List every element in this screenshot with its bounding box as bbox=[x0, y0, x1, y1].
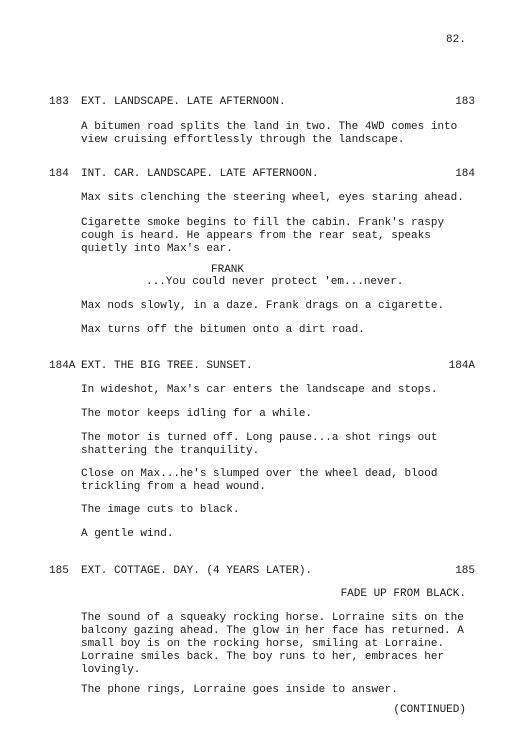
scene-number-left: 184A bbox=[49, 360, 76, 372]
action-paragraph: The sound of a squeaky rocking horse. Lorraine sits on the balcony gazing ahead. The glow in her face has returned. A small boy is on the rocking horse, smiling at Lorraine. Lorraine smiles back. The boy runs to her, embraces her lovingly. bbox=[81, 612, 464, 676]
dialogue-line: ...You could never protect 'em...never. bbox=[146, 276, 404, 288]
action-paragraph: Max sits clenching the steering wheel, eyes staring ahead. bbox=[81, 192, 464, 204]
action-paragraph: The motor is turned off. Long pause...a shot rings out shattering the tranquility. bbox=[81, 432, 438, 457]
scene-number-left: 184 bbox=[49, 168, 69, 180]
scene-number-right: 183 bbox=[455, 96, 475, 108]
action-paragraph: Max turns off the bitumen onto a dirt road. bbox=[81, 324, 365, 336]
action-paragraph: Close on Max...he's slumped over the wheel dead, blood trickling from a head wound. bbox=[81, 468, 438, 493]
scene-heading: EXT. THE BIG TREE. SUNSET. bbox=[81, 360, 253, 372]
scene-number-left: 183 bbox=[49, 96, 69, 108]
scene-heading: INT. CAR. LANDSCAPE. LATE AFTERNOON. bbox=[81, 168, 319, 180]
page-number: 82. bbox=[446, 34, 466, 46]
action-paragraph: The motor keeps idling for a while. bbox=[81, 408, 313, 420]
action-paragraph: Cigarette smoke begins to fill the cabin. Frank's raspy cough is heard. He appears from the rear seat, speaks quietly into Max's ear. bbox=[81, 217, 445, 255]
action-paragraph: Max nods slowly, in a daze. Frank drags on a cigarette. bbox=[81, 300, 445, 312]
scene-heading: EXT. COTTAGE. DAY. (4 YEARS LATER). bbox=[81, 565, 313, 577]
action-paragraph: The phone rings, Lorraine goes inside to answer. bbox=[81, 684, 398, 696]
action-paragraph: The image cuts to black. bbox=[81, 504, 240, 516]
scene-number-left: 185 bbox=[49, 565, 69, 577]
continued-marker: (CONTINUED) bbox=[393, 704, 466, 716]
action-paragraph: A gentle wind. bbox=[81, 528, 174, 540]
action-paragraph: A bitumen road splits the land in two. The 4WD comes into view cruising effortlessly through the landscape. bbox=[81, 121, 458, 146]
character-name: FRANK bbox=[211, 264, 245, 276]
scene-number-right: 185 bbox=[455, 565, 475, 577]
scene-heading: EXT. LANDSCAPE. LATE AFTERNOON. bbox=[81, 96, 286, 108]
action-paragraph: In wideshot, Max's car enters the landscape and stops. bbox=[81, 384, 438, 396]
scene-number-right: 184 bbox=[455, 168, 475, 180]
scene-number-right: 184A bbox=[448, 360, 475, 372]
transition: FADE UP FROM BLACK. bbox=[340, 588, 466, 600]
